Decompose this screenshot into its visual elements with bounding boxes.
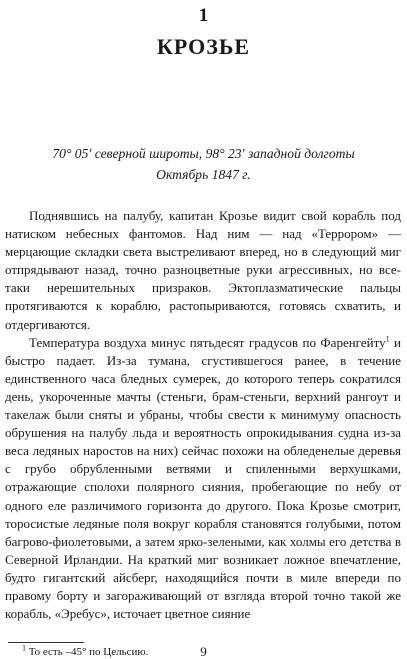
footnote-reference[interactable]: 1	[385, 334, 390, 344]
epigraph-date: Октябрь 1847 г.	[156, 167, 251, 182]
footnote-text: То есть –45° по Цельсию.	[26, 646, 149, 658]
paragraph: Поднявшись на палубу, капитан Крозье видит свой корабль под натиском небесных фантомов. Над ним — над «Террором» — мерцающие складки света выстреливают вперед, но в следующий миг отпрядывают назад, точно разноцветные руки агрессивных, но все-таки нерешительных призраков. Эктоплазматические пальцы протягиваются к кораблю, растопыриваются, готовясь схватить, и отдергиваются.	[5, 208, 401, 332]
footnote-mark: 1	[22, 643, 26, 653]
page-number: 9	[200, 644, 207, 659]
body-text	[5, 207, 401, 623]
chapter-number: 1	[198, 5, 209, 26]
paragraph-text: Температура воздуха минус пятьдесят градусов по Фаренгейту	[29, 334, 386, 350]
chapter-title: КРОЗЬЕ	[156, 34, 251, 59]
paragraph	[5, 334, 401, 624]
footnote-divider	[8, 642, 84, 643]
epigraph-coordinates: 70° 05′ северной широты, 98° 23′ западной долготы	[52, 146, 355, 161]
paragraph-text: и быстро падает. Из-за тумана, сгустившегося ранее, в течение единственного часа бледных сумерек, до которого теперь сократился день, укороченные мачты (стеньги, брам-стеньги, верхний рангоут и такелаж были сняты и убраны, чтобы свести к минимуму опасность обрушения на палубу льда и вероятность опрокидывания судна из-за веса ледяных наростов на них) сейчас похожи на обледенелые деревья с грубо обрубленными ветвями и спиленными верхушками, отражающие сполохи полярного сияния, пробегающие по небу от одного еле различимого горизонта до другого. Пока Крозье смотрит, торосистые ледяные поля вокруг корабля становятся голубыми, потом багрово-фиолетовыми, а затем ярко-зелеными, как холмы его детства в Северной Ирландии. На краткий миг возникает ложное впечатление, будто гигантский айсберг, находящийся почти в миле впереди по правому борту и загораживающий от взгляда второй точно такой же корабль, «Эребус», источает цветное сияние	[5, 334, 401, 622]
epigraph	[0, 143, 407, 185]
